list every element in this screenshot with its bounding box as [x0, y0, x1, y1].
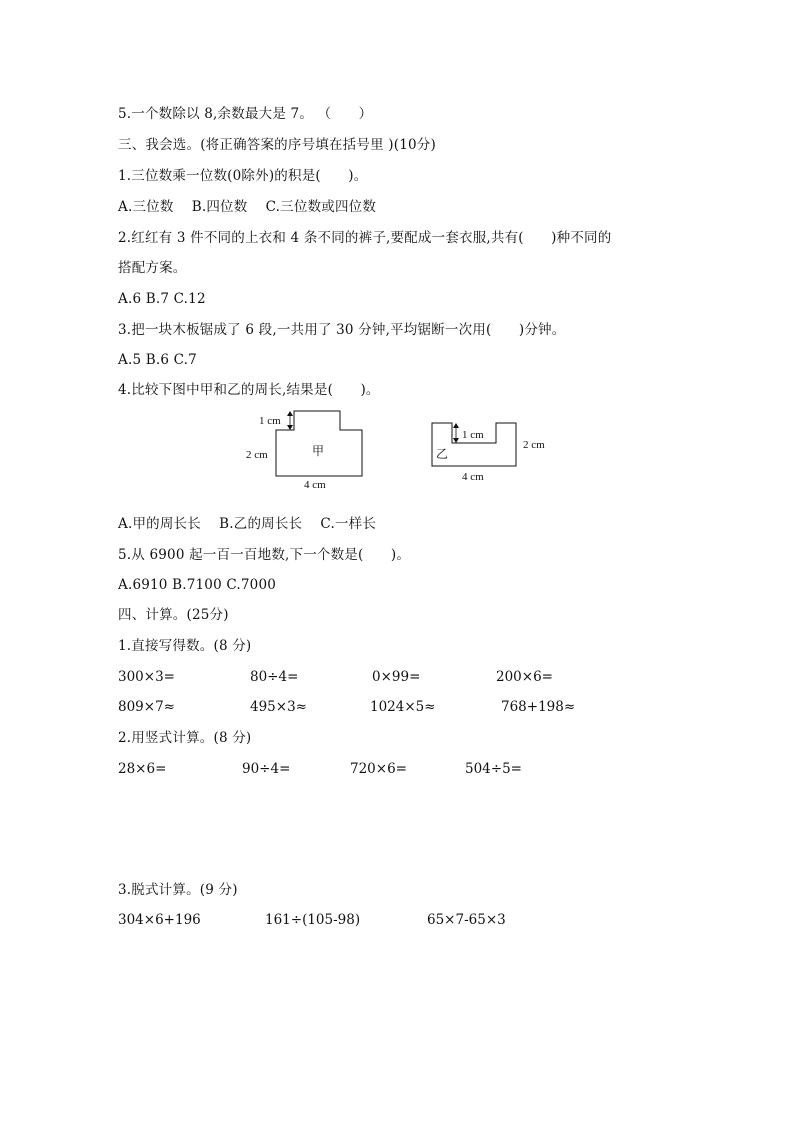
question-choice-3: 3.把一块木板锯成了 6 段,一共用了 30 分钟,平均锯断一次用( )分钟。: [118, 322, 566, 338]
estimate-item: 809×7≈: [118, 699, 175, 715]
jia-name: 甲: [312, 444, 325, 458]
question-choice-2-line1: 2.红红有 3 件不同的上衣和 4 条不同的裤子,要配成一套衣服,共有( )种不同的: [118, 230, 612, 246]
yi-bottom-label: 4 cm: [462, 471, 484, 483]
question-choice-1-options: A.三位数 B.四位数 C.三位数或四位数: [118, 199, 377, 215]
jia-bottom-label: 4 cm: [304, 479, 326, 491]
question-choice-2-line2: 搭配方案。: [118, 260, 187, 276]
oral-calc-item: 0×99=: [372, 669, 421, 685]
vertical-calc-item: 720×6=: [350, 761, 407, 777]
yi-right-label: 2 cm: [523, 439, 545, 451]
question-choice-5: 5.从 6900 起一百一百地数,下一个数是( )。: [118, 547, 411, 563]
question-choice-3-options: A.5 B.6 C.7: [118, 352, 197, 368]
yi-inner-label: 1 cm: [462, 429, 484, 441]
part-3-title: 3.脱式计算。(9 分): [118, 882, 238, 898]
part-2-title: 2.用竖式计算。(8 分): [118, 730, 252, 746]
jia-left-label: 2 cm: [246, 449, 268, 461]
yi-name: 乙: [436, 447, 449, 461]
step-calc-item: 304×6+196: [118, 912, 201, 928]
step-calc-item: 161÷(105-98): [265, 912, 361, 928]
section-4-title: 四、计算。(25分): [118, 607, 229, 623]
question-choice-2-options: A.6 B.7 C.12: [118, 291, 206, 307]
vertical-calc-item: 504÷5=: [465, 761, 522, 777]
vertical-calc-item: 28×6=: [118, 761, 167, 777]
jia-top-label: 1 cm: [259, 415, 281, 427]
question-choice-4: 4.比较下图中甲和乙的周长,结果是( )。: [118, 382, 380, 398]
step-calc-item: 65×7-65×3: [427, 912, 506, 928]
oral-calc-item: 80÷4=: [250, 669, 299, 685]
vertical-calc-item: 90÷4=: [242, 761, 291, 777]
estimate-item: 768+198≈: [501, 699, 576, 715]
part-1-title: 1.直接写得数。(8 分): [118, 638, 252, 654]
section-3-title: 三、我会选。(将正确答案的序号填在括号里 )(10分): [118, 137, 436, 153]
question-true-false-5: 5.一个数除以 8,余数最大是 7。 （ ）: [118, 106, 373, 122]
estimate-item: 1024×5≈: [370, 699, 436, 715]
oral-calc-item: 200×6=: [496, 669, 553, 685]
oral-calc-item: 300×3=: [118, 669, 175, 685]
question-choice-5-options: A.6910 B.7100 C.7000: [118, 577, 277, 593]
question-choice-4-options: A.甲的周长长 B.乙的周长长 C.一样长: [118, 516, 377, 532]
question-choice-1: 1.三位数乘一位数(0除外)的积是( )。: [118, 168, 368, 184]
estimate-item: 495×3≈: [250, 699, 307, 715]
